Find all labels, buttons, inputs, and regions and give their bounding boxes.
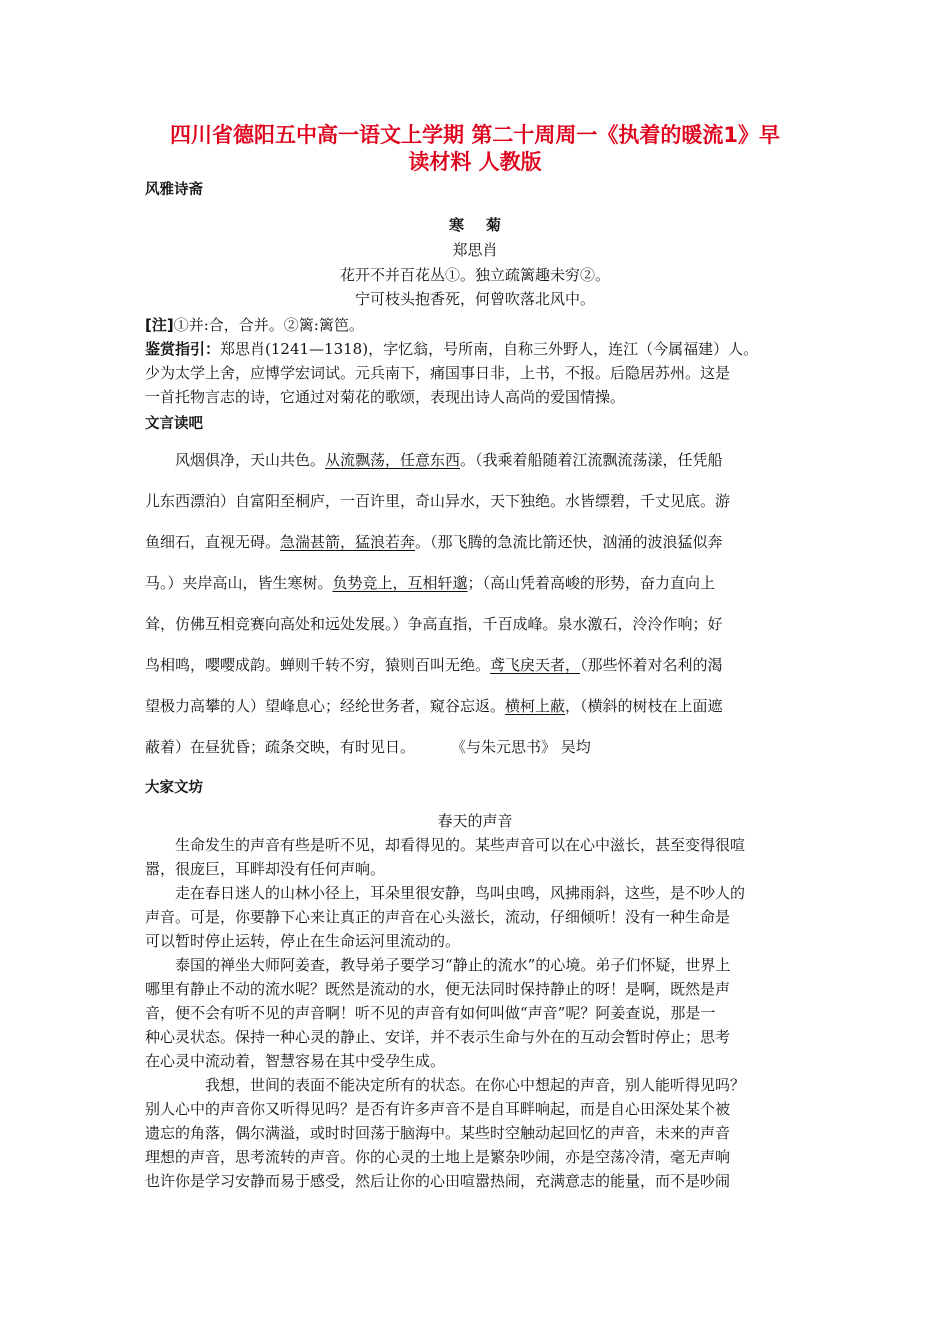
- classical-line-6: [145, 654, 817, 675]
- essay-line: 遗忘的角落，偶尔满溢，或时时回荡于脑海中。某些时空触动起回忆的声音，未来的声音: [145, 1124, 731, 1142]
- classical-text: 风烟俱净，天山共色。: [175, 451, 326, 469]
- essay-line: 理想的声音，思考流转的声音。你的心灵的土地上是繁杂吵闹，亦是空荡冷清，毫无声响: [145, 1148, 731, 1166]
- appreciation-line-1: [145, 338, 817, 359]
- classical-text: 鱼细石，直视无碍。: [145, 533, 281, 551]
- essay-line: 种心灵状态。保持一种心灵的静止、安详，并不表示生命与外在的互动会暂时停止；思考: [145, 1028, 731, 1046]
- appreciation-line-3: 一首托物言志的诗，它通过对菊花的歌颂，表现出诗人高尚的爱国情操。: [145, 388, 626, 406]
- classical-text: （那些怀着对名利的渴: [580, 656, 723, 674]
- classical-line-5: 耸，仿佛互相竞赛向高处和远处发展。）争高直指，千百成峰。泉水激石，泠泠作响；好: [145, 615, 723, 633]
- title-line-2: 读材料 人教版: [408, 150, 542, 174]
- section-heading-poetry: 风雅诗斋: [145, 182, 203, 198]
- essay-line: 在心灵中流动着，智慧容易在其中受孕生成。: [145, 1052, 446, 1070]
- poem-title: 寒菊: [448, 216, 523, 234]
- classical-text: ；（高山凭着高峻的形势，奋力直向上: [467, 574, 716, 592]
- section-heading-essay: 大家文坊: [145, 780, 203, 796]
- poem-note: [145, 314, 817, 335]
- classical-line-4: [145, 572, 817, 593]
- classical-text: 鸟相鸣，嘤嘤成韵。蝉则千转不穷，猿则百叫无绝。: [145, 656, 491, 674]
- essay-line: 别人心中的声音你又听得见吗？是否有许多声音不是自耳畔响起，而是自心田深处某个被: [145, 1100, 731, 1118]
- classical-underlined: 横柯上蔽: [505, 697, 566, 715]
- essay-line: 声音。可是，你要静下心来让真正的声音在心头滋长，流动，仔细倾听！没有一种生命是: [145, 908, 731, 926]
- essay-line: 泰国的禅坐大师阿姜查，教导弟子要学习“静止的流水”的心境。弟子们怀疑，世界上: [175, 956, 731, 974]
- essay-line: 我想，世间的表面不能决定所有的状态。在你心中想起的声音，别人能听得见吗？: [205, 1076, 746, 1094]
- classical-line-2: 儿东西漂泊）自富阳至桐庐，一百许里，奇山异水，天下独绝。水皆缥碧，千丈见底。游: [145, 492, 731, 510]
- classical-line-3: [145, 531, 817, 552]
- classical-text: 。（我乘着船随着江流飘流荡漾，任凭船: [460, 451, 723, 469]
- poem-line-1: 花开不并百花丛①。独立疏篱趣未穷②。: [339, 266, 610, 284]
- essay-title: 春天的声音: [437, 812, 513, 830]
- classical-line-7: [145, 695, 817, 716]
- classical-underlined: 负势竞上，互相轩邈: [332, 574, 468, 592]
- classical-source: 《与朱元思书》 吴均: [451, 738, 591, 756]
- note-text: ①并:合，合并。②篱:篱笆。: [173, 316, 364, 334]
- appreciation-line-2: 少为太学上舍，应博学宏词试。元兵南下，痛国事日非，上书，不报。后隐居苏州。这是: [145, 364, 731, 382]
- poem-line-2: 宁可枝头抱香死，何曾吹落北风中。: [354, 290, 595, 308]
- classical-line-1: [145, 449, 817, 470]
- essay-line: 也许你是学习安静而易于感受，然后让你的心田喧嚣热闹，充满意志的能量，而不是吵闹: [145, 1172, 731, 1190]
- classical-underlined: 鸢飞戾天者，: [490, 656, 581, 674]
- classical-text: 马。）夹岸高山，皆生寒树。: [145, 574, 333, 592]
- classical-text: ，（横斜的树枝在上面遮: [565, 697, 723, 715]
- classical-text: 望极力高攀的人）望峰息心；经纶世务者，窥谷忘返。: [145, 697, 506, 715]
- essay-line: 音，便不会有听不见的声音啊！听不见的声音有如何叫做“声音”呢？阿姜查说，那是一: [145, 1004, 716, 1022]
- essay-line: 生命发生的声音有些是听不见，却看得见的。某些声音可以在心中滋长，甚至变得很喧: [175, 836, 746, 854]
- appreciation-label: 鉴赏指引：: [145, 340, 221, 358]
- classical-text: 。（那飞腾的急流比箭还快，汹涌的波浪猛似奔: [415, 533, 723, 551]
- title-line-1: 四川省德阳五中高一语文上学期 第二十周周一《执着的暖流1》早: [170, 123, 780, 147]
- appreciation-text-1: 郑思肖(1241—1318)，字忆翁，号所南，自称三外野人，连江（今属福建）人。: [220, 340, 759, 358]
- note-label: [注]: [145, 316, 174, 334]
- essay-line: 走在春日迷人的山林小径上，耳朵里很安静，鸟叫虫鸣，风拂雨斜，这些，是不吵人的: [175, 884, 746, 902]
- classical-text: 蔽着）在昼犹昏；疏条交映，有时见日。: [145, 738, 416, 756]
- essay-line: 嚣，很庞巨，耳畔却没有任何声响。: [145, 860, 386, 878]
- classical-underlined: 急湍甚箭，猛浪若奔: [280, 533, 416, 551]
- document-title: [120, 122, 830, 176]
- classical-underlined: 从流飘荡，任意东西: [325, 451, 461, 469]
- essay-line: 哪里有静止不动的流水呢？既然是流动的水，便无法同时保持静止的呀！是啊，既然是声: [145, 980, 731, 998]
- poem-author: 郑思肖: [452, 241, 498, 259]
- section-heading-classical: 文言读吧: [145, 416, 203, 432]
- classical-line-8: [145, 736, 817, 757]
- essay-line: 可以暂时停止运转，停止在生命运河里流动的。: [145, 932, 461, 950]
